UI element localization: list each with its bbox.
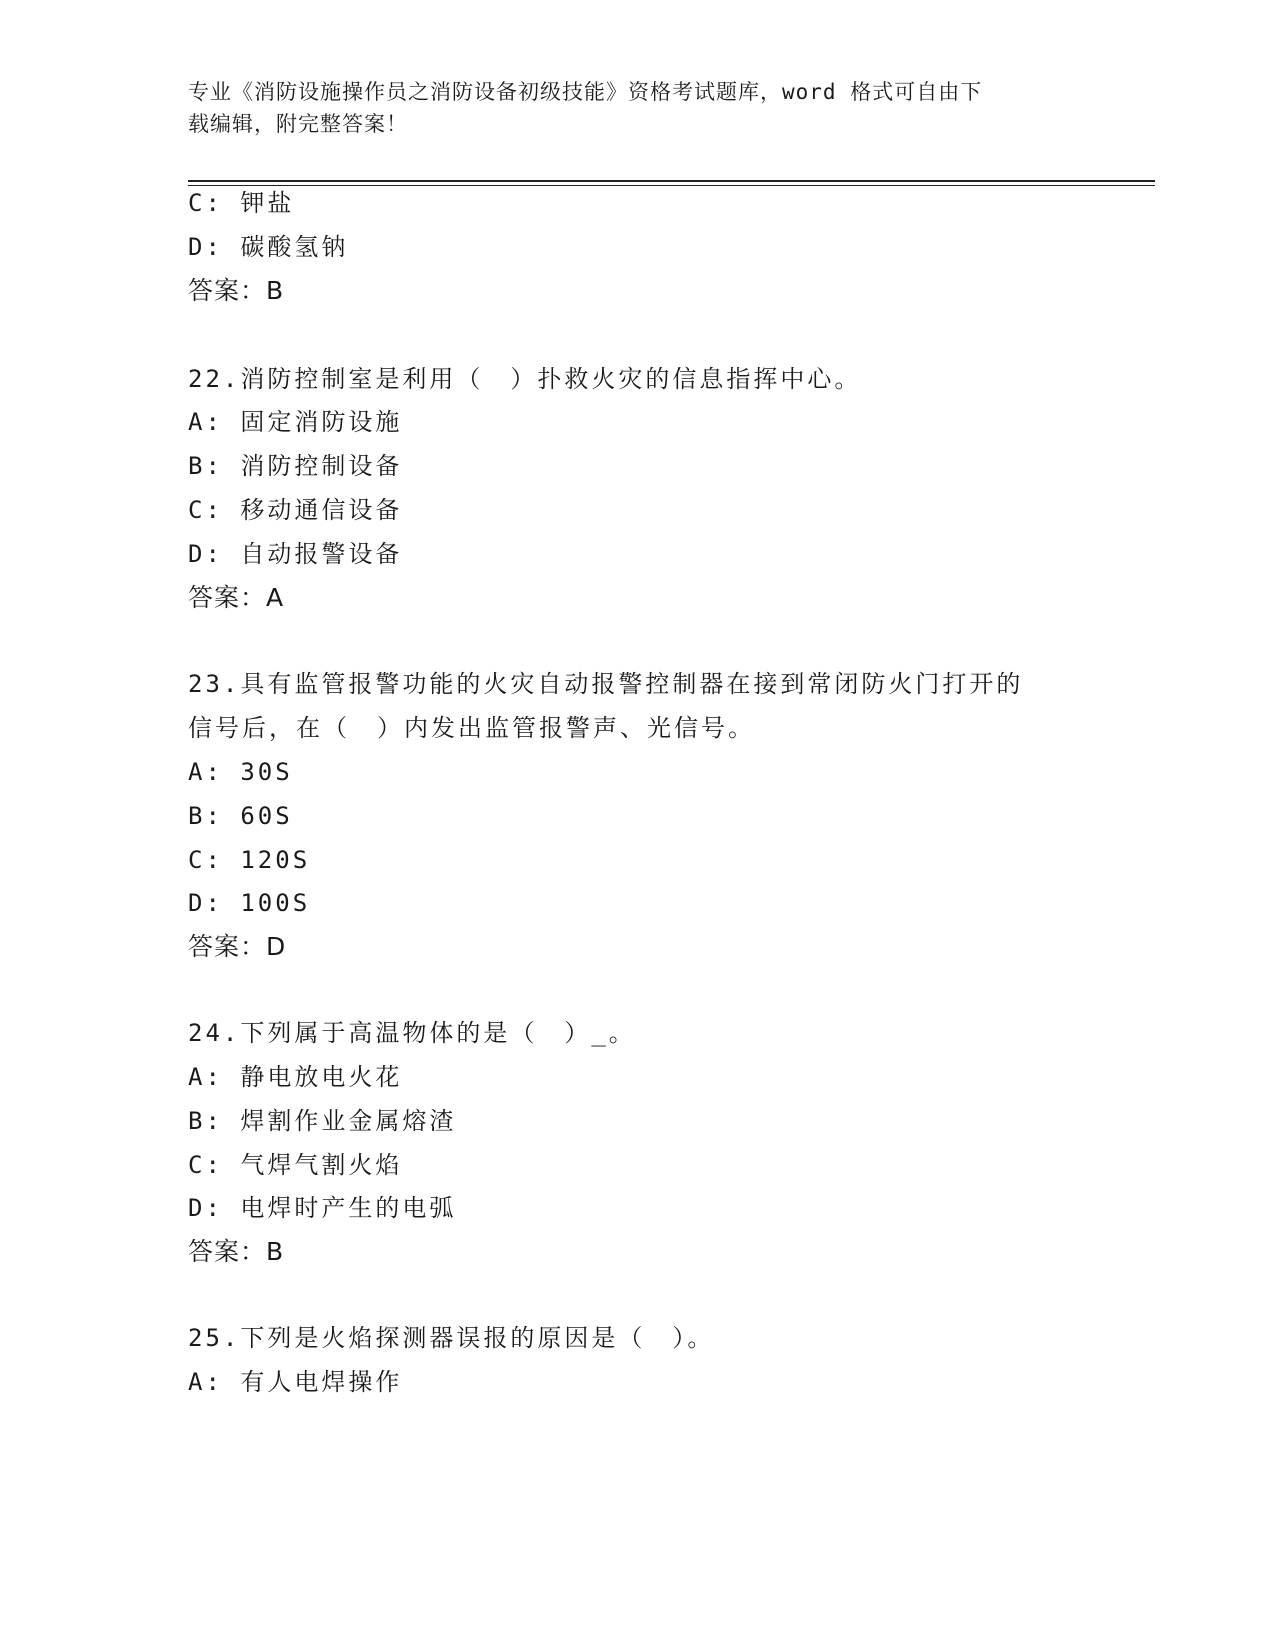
q25-option-a: A: 有人电焊操作 [188, 1368, 403, 1396]
q23-stem-line-1: 23.具有监管报警功能的火灾自动报警控制器在接到常闭防火门打开的 [188, 670, 1024, 698]
q21-option-d: D: 碳酸氢钠 [188, 233, 349, 261]
q24-option-c: C: 气焊气割火焰 [188, 1151, 403, 1179]
q23-option-c: C: 120S [188, 846, 311, 874]
q24-option-d: D: 电焊时产生的电弧 [188, 1194, 457, 1222]
q23-option-b: B: 60S [188, 802, 293, 830]
q22-option-a: A: 固定消防设施 [188, 408, 403, 436]
q22-answer: 答案：A [188, 583, 285, 612]
q21-answer: 答案：B [188, 276, 285, 305]
q21-option-c: C: 钾盐 [188, 189, 295, 217]
q24-answer: 答案：B [188, 1237, 285, 1266]
q22-stem: 22.消防控制室是利用（ ）扑救火灾的信息指挥中心。 [188, 365, 862, 393]
q22-option-b: B: 消防控制设备 [188, 452, 403, 480]
q25-stem: 25.下列是火焰探测器误报的原因是（ ）。 [188, 1324, 715, 1352]
q24-option-b: B: 焊割作业金属熔渣 [188, 1107, 457, 1135]
q23-answer: 答案：D [188, 932, 287, 961]
q23-option-a: A: 30S [188, 758, 293, 786]
q23-option-d: D: 100S [188, 889, 311, 917]
header-line-2: 载编辑，附完整答案！ [188, 112, 408, 136]
header-line-1: 专业《消防设施操作员之消防设备初级技能》资格考试题库，word 格式可自由下 [188, 80, 983, 104]
q22-option-d: D: 自动报警设备 [188, 540, 403, 568]
header-divider-thin [188, 185, 1155, 186]
document-header [188, 76, 1088, 140]
q23-stem-line-2: 信号后，在（ ）内发出监管报警声、光信号。 [188, 714, 755, 742]
q22-option-c: C: 移动通信设备 [188, 496, 403, 524]
header-divider-thick [188, 180, 1155, 182]
q24-stem: 24.下列属于高温物体的是（ ）_。 [188, 1019, 636, 1047]
q24-option-a: A: 静电放电火花 [188, 1063, 403, 1091]
